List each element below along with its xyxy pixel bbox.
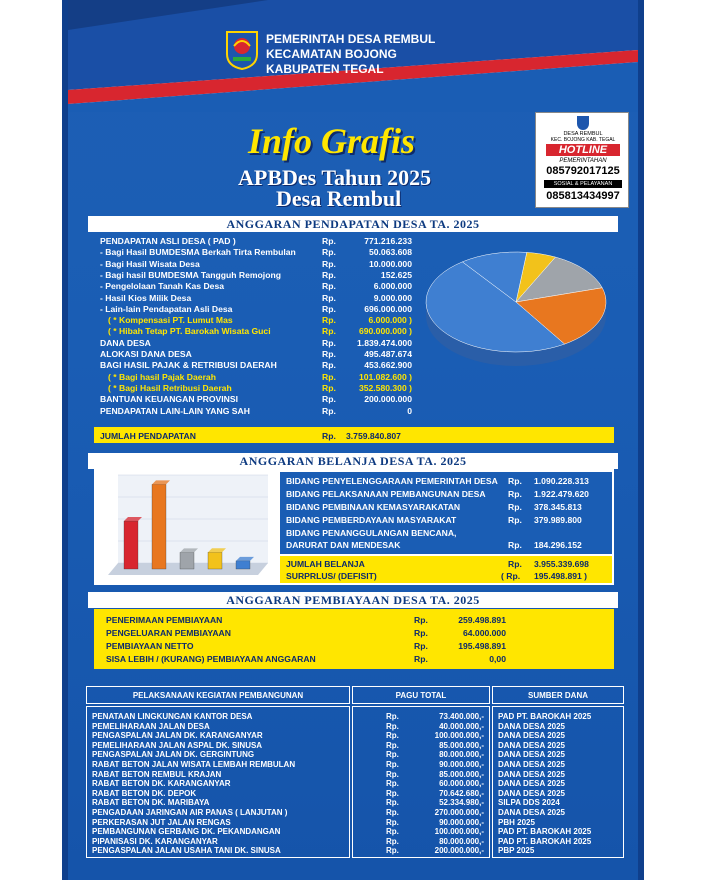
kegiatan-sumber: DANA DESA 2025 [498,740,565,750]
kegiatan-pagu: 200.000.000,- [434,846,484,856]
kegiatan-pagu: 100.000.000,- [434,827,484,837]
belanja-label: BIDANG PEMBERDAYAAN MASYARAKAT [286,515,457,525]
kegiatan-rp: Rp. [386,740,399,750]
kegiatan-pagu: 90.000.000,- [439,817,484,827]
pendapatan-value: 453.662.900 [364,360,412,371]
kegiatan-sumber: PBH 2025 [498,817,535,827]
pendapatan-label: - Pengelolaan Tanah Kas Desa [100,281,225,292]
kegiatan-rp: Rp. [386,760,399,769]
kegiatan-rp: Rp. [386,788,399,798]
pendapatan-rp: Rp. [322,405,336,416]
header-line-2: KECAMATAN BOJONG [266,47,397,61]
info-grafis-title: Info Grafis [248,121,416,161]
kegiatan-sumber: DANA DESA 2025 [498,760,565,769]
kegiatan-sumber: DANA DESA 2025 [498,769,565,779]
pendapatan-label: - Bagi Hasil Wisata Desa [100,258,200,269]
kegiatan-sumber: DANA DESA 2025 [498,808,565,817]
belanja-rp: Rp. [508,502,522,512]
kegiatan-sumber: DANA DESA 2025 [498,731,565,741]
kegiatan-rp: Rp. [386,846,399,856]
kegiatan-name: PENGASPALAN JALAN DK. GERGINTUNG [92,750,255,760]
hotline-sos-number: 085813434997 [546,190,620,202]
pendapatan-label: - Bagi Hasil BUMDESMA Berkah Tirta Rembulan [100,247,296,258]
pendapatan-heading: ANGGARAN PENDAPATAN DESA TA. 2025 [88,216,618,232]
pendapatan-rp: Rp. [322,303,336,314]
kegiatan-pagu: 80.000.000,- [439,750,484,760]
kegiatan-pagu: 270.000.000,- [434,808,484,817]
kegiatan-name: PEMELIHARAAN JALAN DESA [92,721,210,731]
belanja-value: 1.090.228.313 [534,476,589,486]
apbdes-title: APBDes Tahun 2025 [238,165,432,190]
belanja-bar-chart [98,471,278,583]
pendapatan-rp: Rp. [322,349,336,359]
kegiatan-rp: Rp. [386,817,399,827]
pendapatan-value: 696.000.000 [364,303,412,314]
bar-1 [152,484,166,569]
kegiatan-col3-label: SUMBER DANA [528,691,588,700]
pendapatan-value: 6.000.000 ) [368,315,412,326]
header-line-1: PEMERINTAH DESA REMBUL [266,32,436,46]
belanja-value: 1.922.479.620 [534,489,589,499]
belanja-value: 379.989.800 [534,515,582,525]
kegiatan-rp: Rp. [386,712,399,721]
kegiatan-sumber: DANA DESA 2025 [498,788,565,798]
kegiatan-name: PENATAAN LINGKUNGAN KANTOR DESA [92,712,253,721]
pendapatan-rp: Rp. [322,382,336,393]
district-logo [225,30,259,70]
pendapatan-label: - Hasil Kios Milik Desa [100,292,192,303]
belanja-rp: Rp. [508,515,522,525]
pembiayaan-rp: Rp. [414,641,428,651]
kegiatan-pagu: 52.334.980,- [439,798,484,808]
pembiayaan-label: PEMBIAYAAN NETTO [106,641,194,651]
kegiatan-pagu: 90.000.000,- [439,760,484,769]
surplus-rp: ( Rp. [501,571,521,581]
kegiatan-sumber: PAD PT. BAROKAH 2025 [498,712,592,721]
bar-3 [208,552,222,569]
kegiatan-sumber: SILPA DDS 2024 [498,798,560,808]
belanja-rp: Rp. [508,489,522,499]
pendapatan-value: 200.000.000 [364,394,412,405]
pendapatan-label: ( * Bagi Hasil Retribusi Daerah [108,382,232,393]
kegiatan-sumber: DANA DESA 2025 [498,721,565,731]
pembiayaan-value: 259.498.891 [458,615,506,625]
pendapatan-rp: Rp. [322,394,336,405]
pendapatan-rp: Rp. [322,258,336,269]
kegiatan-name: RABAT BETON DK. KARANGANYAR [92,779,231,789]
surplus-value: 195.498.891 ) [534,571,588,581]
belanja-value: 378.345.813 [534,502,582,512]
pendapatan-value: 352.580.300 ) [358,382,412,393]
pembiayaan-label: PENERIMAAN PEMBIAYAAN [106,615,223,625]
kegiatan-pagu: 70.642.680,- [439,788,484,798]
kegiatan-name: RABAT BETON DK. MARIBAYA [92,798,210,808]
pembiayaan-rp: Rp. [414,628,428,638]
pendapatan-rp: Rp. [322,360,336,371]
belanja-value: 184.296.152 [534,540,582,550]
hotline-desa: DESA REMBUL [563,131,603,137]
pendapatan-rp: Rp. [322,247,336,258]
pendapatan-value: 50.063.608 [368,247,412,258]
pendapatan-value: 0 [407,405,412,416]
belanja-label: BIDANG PELAKSANAAN PEMBANGUNAN DESA [286,489,486,499]
pendapatan-label: DANA DESA [100,337,151,348]
kegiatan-name: RABAT BETON DK. DEPOK [92,788,197,798]
kegiatan-pagu: 73.400.000,- [439,712,484,721]
hotline-box [535,112,629,208]
kegiatan-name: PEMBANGUNAN GERBANG DK. PEKANDANGAN [92,827,281,837]
pendapatan-value: 6.000.000 [373,281,412,292]
pembiayaan-heading: ANGGARAN PEMBIAYAAN DESA TA. 2025 [88,592,618,608]
pendapatan-label: - Lain-lain Pendapatan Asli Desa [100,303,233,314]
pendapatan-label: ( * Bagi hasil Pajak Daerah [108,371,216,382]
pendapatan-label: BANTUAN KEUANGAN PROVINSI [100,394,238,405]
kegiatan-sumber: PAD PT. BAROKAH 2025 [498,836,592,846]
pendapatan-label: ( * Kompensasi PT. Lumut Mas [108,315,233,326]
poster-frame [62,0,644,880]
kegiatan-rp: Rp. [386,731,399,741]
kegiatan-col2-label: PAGU TOTAL [395,691,447,700]
pendapatan-label: BAGI HASIL PAJAK & RETRIBUSI DAERAH [100,360,277,371]
kegiatan-name: PENGADAAN JARINGAN AIR PANAS ( LANJUTAN ) [92,808,288,817]
pendapatan-rp: Rp. [322,281,336,292]
kegiatan-rp: Rp. [386,721,399,731]
kegiatan-pagu: 100.000.000,- [434,731,484,741]
pendapatan-value: 771.216.233 [364,236,412,246]
belanja-rp: Rp. [508,540,522,550]
kegiatan-pagu: 40.000.000,- [439,721,484,731]
hotline-kec: KEC. BOJONG KAB. TEGAL [550,137,616,143]
desa-title: Desa Rembul [276,186,402,211]
kegiatan-pagu: 85.000.000,- [439,740,484,750]
pendapatan-value: 152.625 [380,269,412,280]
kegiatan-sumber: PAD PT. BAROKAH 2025 [498,827,592,837]
bar-2 [180,552,194,569]
jumlah-belanja-label: JUMLAH BELANJA [286,559,365,569]
kegiatan-name: PIPANISASI DK. KARANGANYAR [92,836,218,846]
jumlah-pendapatan-value: 3.759.840.807 [346,431,401,441]
pembiayaan-value: 0,00 [489,654,506,664]
pendapatan-value: 9.000.000 [373,292,412,303]
poster-body [68,0,638,880]
pendapatan-rp: Rp. [322,337,336,348]
pendapatan-label: ( * Hibah Tetap PT. Barokah Wisata Guci [108,326,271,337]
hotline-sos-label: SOSIAL & PELAYANAN [544,180,622,188]
kegiatan-rp: Rp. [386,798,399,808]
pembiayaan-value: 64.000.000 [462,628,506,638]
belanja-label: BIDANG PENANGGULANGAN BENCANA, [286,528,457,538]
jumlah-belanja-value: 3.955.339.698 [534,559,589,569]
kegiatan-sumber: DANA DESA 2025 [498,779,565,789]
belanja-label: BIDANG PENYELENGGARAAN PEMERINTAH DESA [286,476,498,486]
pendapatan-pie-chart [416,240,616,380]
pembiayaan-label: SISA LEBIH / (KURANG) PEMBIAYAAN ANGGARAN [106,654,316,664]
surplus-label: SURPRLUS/ (DEFISIT) [286,571,377,581]
header-line-3: KABUPATEN TEGAL [266,62,384,76]
jumlah-pendapatan-rp: Rp. [322,431,336,441]
hotline-label: HOTLINE [546,144,620,156]
hotline-pem-number: 085792017125 [546,165,620,177]
kegiatan-name: PENGASPALAN JALAN USAHA TANI DK. SINUSA [92,846,281,856]
pembiayaan-label: PENGELUARAN PEMBIAYAAN [106,628,231,638]
bar-4 [236,561,250,569]
kegiatan-name: PERKERASAN JUT JALAN RENGAS [92,817,231,827]
pendapatan-value: 101.082.600 ) [358,371,412,382]
kegiatan-rp: Rp. [386,769,399,779]
pendapatan-label: PENDAPATAN ASLI DESA ( PAD ) [100,236,236,246]
kegiatan-col1-label: PELAKSANAAN KEGIATAN PEMBANGUNAN [132,691,304,700]
kegiatan-name: RABAT BETON REMBUL KRAJAN [92,769,222,779]
jumlah-belanja-rp: Rp. [508,559,522,569]
pendapatan-label: PENDAPATAN LAIN-LAIN YANG SAH [100,405,250,416]
pendapatan-value: 10.000.000 [368,258,412,269]
bar-0 [124,521,138,569]
pendapatan-label: - Bagi hasil BUMDESMA Tangguh Remojong [100,269,281,280]
belanja-heading: ANGGARAN BELANJA DESA TA. 2025 [88,453,618,469]
pendapatan-rp: Rp. [322,292,336,303]
pendapatan-value: 690.000.000 ) [358,326,412,337]
kegiatan-rp: Rp. [386,808,399,817]
hotline-pem-label: PEMERINTAHAN [559,158,607,164]
kegiatan-name: PENGASPALAN JALAN DK. KARANGANYAR [92,731,263,741]
belanja-label: DARURAT DAN MENDESAK [286,540,401,550]
pembiayaan-rp: Rp. [414,615,428,625]
kegiatan-rp: Rp. [386,779,399,789]
pendapatan-value: 495.487.674 [364,349,412,359]
kegiatan-sumber: DANA DESA 2025 [498,750,565,760]
pendapatan-rp: Rp. [322,236,336,246]
kegiatan-pagu: 85.000.000,- [439,769,484,779]
kegiatan-pagu: 80.000.000,- [439,836,484,846]
kegiatan-name: PEMELIHARAAN JALAN ASPAL DK. SINUSA [92,740,263,750]
kegiatan-pagu: 60.000.000,- [439,779,484,789]
kegiatan-sumber: PBP 2025 [498,846,535,856]
pendapatan-label: ALOKASI DANA DESA [100,349,192,359]
pendapatan-rp: Rp. [322,326,336,337]
kegiatan-name: RABAT BETON JALAN WISATA LEMBAH REMBULAN [92,760,296,769]
pendapatan-value: 1.839.474.000 [357,337,412,348]
hotline-logo-icon [577,116,589,130]
pendapatan-rp: Rp. [322,269,336,280]
pendapatan-rp: Rp. [322,315,336,326]
jumlah-pendapatan-label: JUMLAH PENDAPATAN [100,431,196,441]
kegiatan-rp: Rp. [386,836,399,846]
belanja-rp: Rp. [508,476,522,486]
pembiayaan-value: 195.498.891 [458,641,506,651]
pendapatan-rp: Rp. [322,371,336,382]
belanja-label: BIDANG PEMBINAAN KEMASYARAKATAN [286,502,461,512]
kegiatan-rp: Rp. [386,827,399,837]
pembiayaan-rp: Rp. [414,654,428,664]
kegiatan-rp: Rp. [386,750,399,760]
